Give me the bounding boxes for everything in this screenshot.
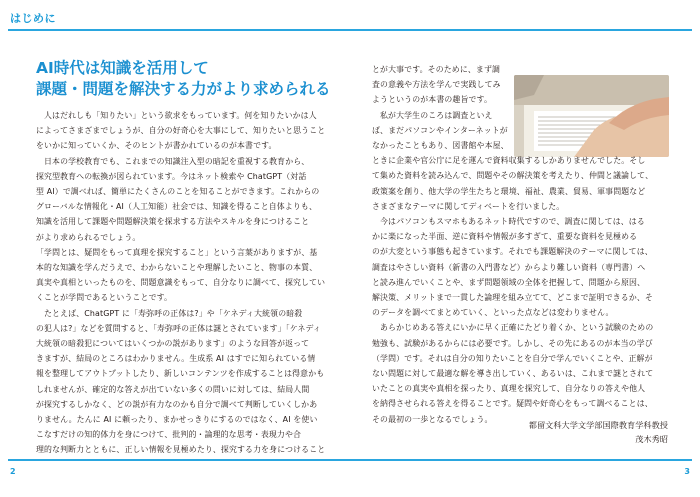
body-line: 政策案を創り、他大学の学生たちと環境、福祉、農業、貿易、軍事問題など <box>372 186 646 196</box>
body-line: 勉強も、試験があるからには必要です。しかし、その先にあるのが本当の学び <box>372 338 653 348</box>
body-line: 調査はやさしい資料（新書の入門書など）からより難しい資料（専門書）へ <box>372 262 646 272</box>
body-line: ない問題に対して最適な解を導き出していく、あるいは、これまで謎とされて <box>372 369 654 379</box>
author-name: 茂木秀昭 <box>635 434 668 444</box>
title-line-1: AI時代は知識を活用して <box>36 59 209 77</box>
body-line: 解決策、メリットまで一貫した論理を組み立てて、どこまで証明できるか、そ <box>372 293 653 303</box>
header-divider <box>8 29 692 31</box>
body-line: くことが学問であるということです。 <box>36 293 173 303</box>
body-line: きますが、結局のところはわかりません。生成系 AI はすでに知られている情 <box>36 354 316 364</box>
body-line: 大統領の暗殺犯についてはいくつかの説があります」のような回答が返って <box>36 339 310 349</box>
body-line: のが大変という事態も起きています。それでも課題解決のテーマに関しては、 <box>372 247 653 257</box>
body-line: しれませんが、確定的な答えが出ていない多くの問いに対しては、結局人間 <box>36 384 310 394</box>
body-line: て集めた資料を読み込んで、問題やその解決策を考えたり、仲間と議論して、 <box>372 171 654 181</box>
body-line: 私が大学生のころは調査といえ <box>380 110 493 120</box>
body-line: その最初の一歩となるでしょう。 <box>372 414 493 424</box>
body-line: なかったこともあり、図書館や本屋、 <box>372 141 509 151</box>
body-line: が探究するしかなく、どの説が有力なのかも自分で調べて判断していくしかあ <box>36 399 318 409</box>
body-line: あらかじめある答えにいかに早く正確にたどり着くか、という試験のための <box>380 323 654 333</box>
page-number-right: 3 <box>684 467 690 476</box>
body-line: を納得させられる答えを得ることです。疑問や好奇心をもって調べることは、 <box>372 399 653 409</box>
body-line: 本的な知識を学んだうえで、わからないことや理解したいこと、物事の本質、 <box>36 263 318 273</box>
body-line: 型 AI）で調べれば、簡単にたくさんのことを知ることができます。これからの <box>36 187 320 197</box>
body-line: たとえば、ChatGPT に「寿弥呼の正体は?」や「ケネディ大統領の暗殺 <box>44 308 303 318</box>
body-line: と読み進んでいくことや、まず問題領域の全体を把握して、問題から原因、 <box>372 277 646 287</box>
left-column-text <box>36 108 352 458</box>
author-affiliation: 都留文科大学文学部国際教育学科教授 <box>528 420 668 430</box>
body-line: さまざまなテーマに関してディベートを行いました。 <box>372 201 565 211</box>
body-line: 「学問とは、疑問をもって真理を探究すること」という言葉がありますが、基 <box>36 247 318 257</box>
body-line: 知識を活用して課題や問題解決策を探求する方法やスキルを身につけること <box>36 217 310 227</box>
body-line: 査の意義や方法を学んで実践してみ <box>372 80 501 90</box>
body-line: 探究型教育への転換が図られています。今はネット検索や ChatGPT（対話 <box>36 171 307 181</box>
body-line: 真実や真相といったものを、問題意識をもって、自分なりに調べて、探究してい <box>36 278 326 288</box>
author-signature <box>529 418 668 446</box>
page-number-left: 2 <box>10 467 16 476</box>
body-line: いたことの真実や真相を探ったり、真理を探究して、自分なりの答えや他人 <box>372 384 646 394</box>
body-line: （学問）です。それは自分の知りたいことを自分で学んでいくことや、正解が <box>372 353 653 363</box>
body-line: 報を整理してアウトプットしたり、新しいコンテンツを作成することは得意かも <box>36 369 325 379</box>
body-line: りません。たんに AI に頼ったり、まかせっきりにするのではなく、AI を使い <box>36 415 318 425</box>
body-line: かに楽になった半面、逆に資料や情報が多すぎて、重要な資料を見極める <box>372 232 638 242</box>
body-line: の犯人は?」などを質問すると、「寿弥呼の正体は謎とされています」「ケネディ <box>36 323 321 333</box>
page-title <box>36 58 356 100</box>
body-line: によってさまざまでしょうが、自分の好奇心を大事にして、知りたいと思うこと <box>36 126 326 136</box>
body-line: 理的な判断力とともに、正しい情報を見極めたり、探究する力を身につけること <box>36 445 326 455</box>
footer-divider <box>8 459 692 461</box>
body-line: こなすだけの知的体力を身につけて、批判的・論理的な思考・表現力や合 <box>36 430 302 440</box>
body-line: のデータを調べてまとめていく、といった点などは変わりません。 <box>372 308 614 318</box>
body-line: ようというのが本書の趣旨です。 <box>372 95 492 105</box>
right-column-text <box>372 62 668 427</box>
body-line: 日本の学校教育でも、これまでの知識注入型の暗記を重視する教育から、 <box>44 156 310 166</box>
body-line: 今はパソコンもスマホもあるネット時代ですので、調査に関しては、はる <box>380 217 645 227</box>
body-line: グローバルな情報化・AI（人工知能）社会では、知識を得ること自体よりも、 <box>36 202 318 212</box>
body-line: をいかに知っていくか、そのヒントが書かれているのが本書です。 <box>36 141 277 151</box>
body-line: がより求められるでしょう。 <box>36 232 141 242</box>
body-line: とが大事です。そのために、まず調 <box>372 65 501 74</box>
section-label: はじめに <box>10 12 56 25</box>
body-line: 人はだれしも「知りたい」という欲求をもっています。何を知りたいかは人 <box>44 111 317 120</box>
body-line: ば、まだパソコンやインターネットが <box>372 125 508 135</box>
title-line-2: 課題・問題を解決する力がより求められる <box>36 80 331 98</box>
body-line: ときに企業や官公庁に足を運んで資料収集するしかありませんでした。そし <box>372 156 646 166</box>
